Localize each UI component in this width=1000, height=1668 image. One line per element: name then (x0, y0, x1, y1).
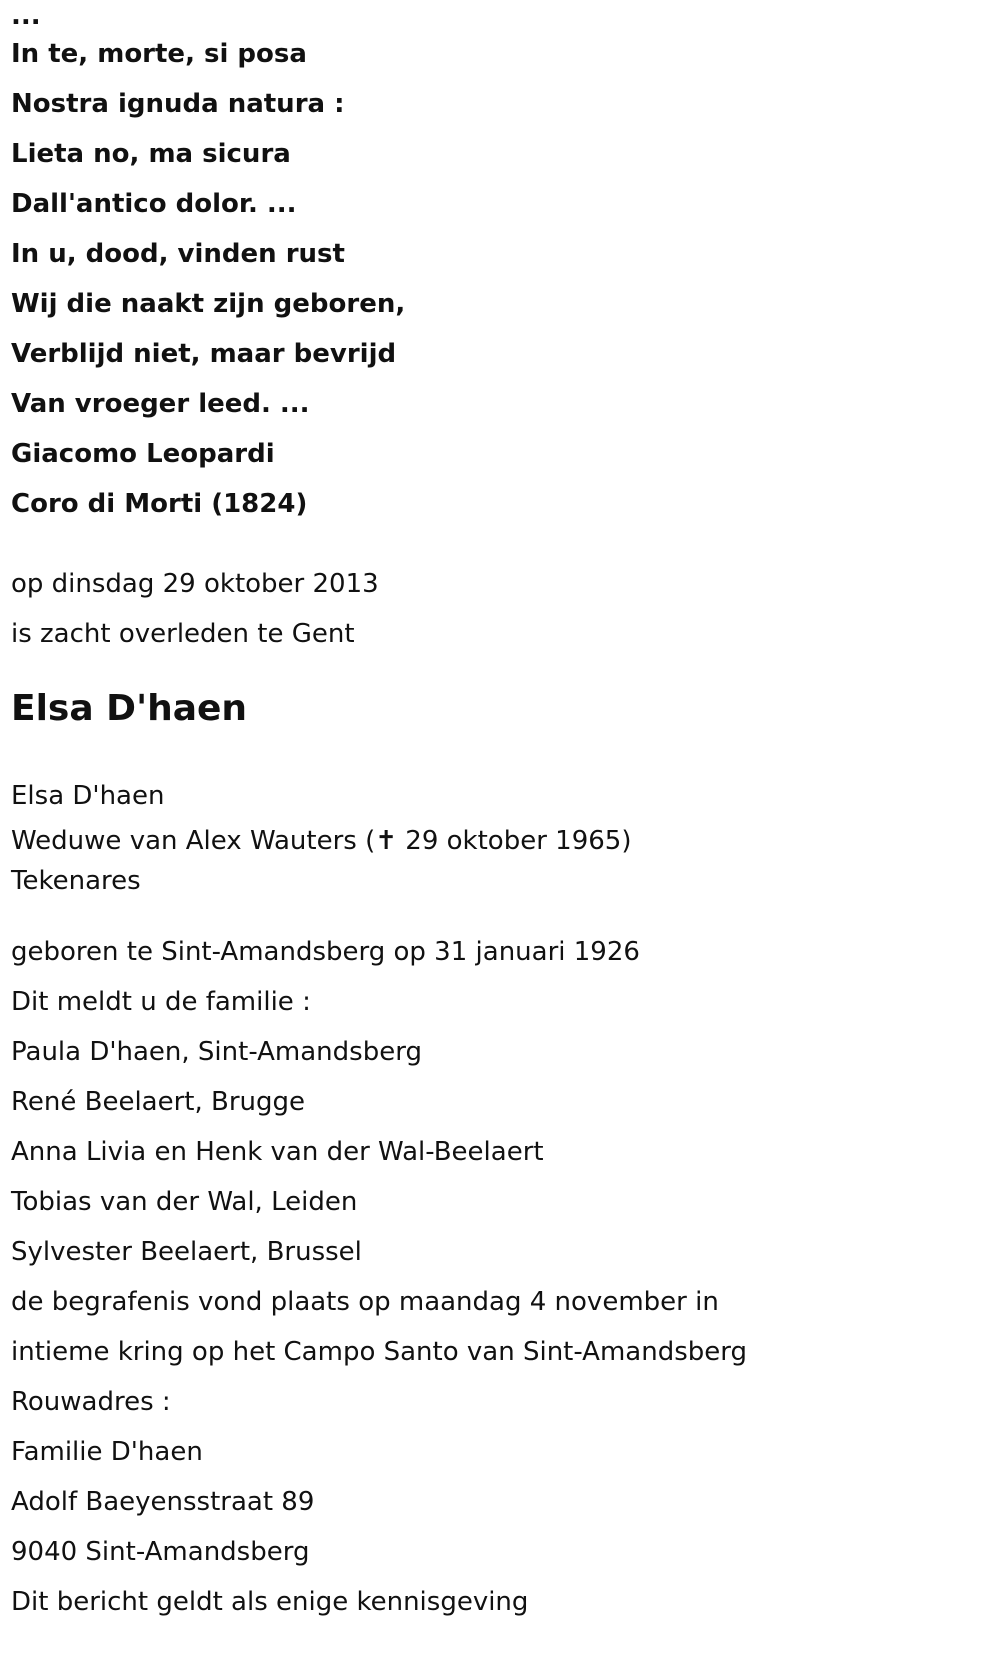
obituary-page (11, 0, 986, 1627)
family-member-line: René Beelaert, Brugge (11, 1087, 306, 1117)
poem-author: Giacomo Leopardi (11, 439, 275, 469)
poem-line: Van vroeger leed. ... (11, 389, 310, 419)
poem-block (11, 1, 986, 529)
address-label: Rouwadres : (11, 1387, 171, 1417)
poem-line: In u, dood, vinden rust (11, 239, 345, 269)
deceased-info-block (11, 771, 986, 901)
funeral-line: de begrafenis vond plaats op maandag 4 november in (11, 1287, 719, 1317)
address-line: Familie D'haen (11, 1437, 203, 1467)
profession-line: Tekenares (11, 866, 141, 896)
poem-ellipsis: ... (11, 1, 41, 31)
death-place-line: is zacht overleden te Gent (11, 619, 355, 649)
funeral-line: intieme kring op het Campo Santo van Sint-Amandsberg (11, 1337, 747, 1367)
poem-line: Dall'antico dolor. ... (11, 189, 297, 219)
family-member-line: Anna Livia en Henk van der Wal-Beelaert (11, 1137, 544, 1167)
poem-line: In te, morte, si posa (11, 39, 307, 69)
address-line: 9040 Sint-Amandsberg (11, 1537, 310, 1567)
poem-line: Verblijd niet, maar bevrijd (11, 339, 397, 369)
notice-line: Dit bericht geldt als enige kennisgeving (11, 1587, 529, 1617)
announcement-block (11, 559, 986, 659)
poem-source: Coro di Morti (1824) (11, 489, 308, 519)
spacer (11, 529, 986, 559)
widow-line: Weduwe van Alex Wauters (✝ 29 oktober 1965) (11, 826, 632, 856)
family-member-line: Tobias van der Wal, Leiden (11, 1187, 358, 1217)
deceased-name-heading: Elsa D'haen (11, 688, 248, 729)
family-intro-line: Dit meldt u de familie : (11, 987, 311, 1017)
spacer (11, 901, 986, 927)
poem-line: Wij die naakt zijn geboren, (11, 289, 406, 319)
details-block (11, 927, 986, 1627)
family-member-line: Sylvester Beelaert, Brussel (11, 1237, 362, 1267)
birth-line: geboren te Sint-Amandsberg op 31 januari 1926 (11, 937, 640, 967)
spacer (11, 659, 986, 679)
poem-line: Nostra ignuda natura : (11, 89, 345, 119)
death-date-line: op dinsdag 29 oktober 2013 (11, 569, 379, 599)
poem-line: Lieta no, ma sicura (11, 139, 291, 169)
family-member-line: Paula D'haen, Sint-Amandsberg (11, 1037, 422, 1067)
deceased-name-line: Elsa D'haen (11, 781, 165, 811)
address-line: Adolf Baeyensstraat 89 (11, 1487, 315, 1517)
spacer (11, 739, 986, 771)
